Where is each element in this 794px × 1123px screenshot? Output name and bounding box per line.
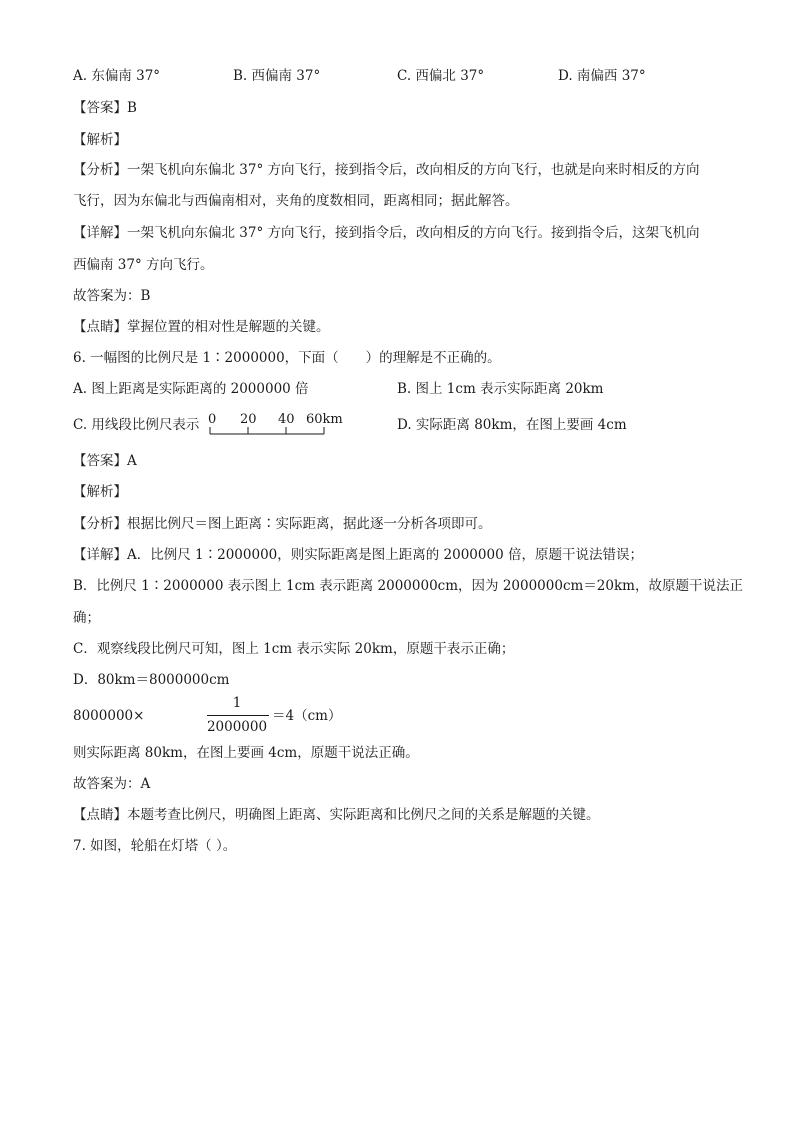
line-scale-diagram	[206, 410, 346, 438]
q6-xiangjie-c: C．观察线段比例尺可知，图上 1cm 表示实际 20km，原题干表示正确；	[73, 641, 515, 657]
q5-option-b: B. 西偏南 37°	[233, 68, 321, 84]
scale-label-60km: 60km	[306, 412, 343, 427]
q5-analysis-header: 【解析】	[73, 132, 127, 148]
q5-answer: 【答案】B	[73, 100, 137, 116]
q5-fenxi-line1: 【分析】一架飞机向东偏北 37° 方向飞行，接到指令后，改向相反的方向飞行，也就是向来时相反的方向	[73, 162, 700, 178]
q6-option-c: C. 用线段比例尺表示	[73, 417, 200, 433]
q6-option-a: A. 图上距离是实际距离的 2000000 倍	[73, 381, 309, 397]
q5-fenxi-line2: 飞行，因为东偏北与西偏南相对，夹角的度数相同，距离相同；据此解答。	[73, 193, 519, 209]
q6-fenxi: 【分析】根据比例尺＝图上距离∶实际距离，据此逐一分析各项即可。	[73, 516, 492, 532]
q6-stem: 6. 一幅图的比例尺是 1∶2000000，下面（ ）的理解是不正确的。	[73, 350, 501, 366]
q6-xiangjie-d: D．80km＝8000000cm	[73, 672, 230, 688]
calc-multiplicand: 8000000×	[73, 708, 145, 724]
q6-xiangjie-a: 【详解】A．比例尺 1∶2000000，则实际距离是图上距离的 2000000 倍，原题干说法错误；	[73, 547, 643, 563]
q5-xiangjie-line1: 【详解】一架飞机向东偏北 37° 方向飞行，接到指令后，改向相反的方向飞行。接到指令后，这架飞机向	[73, 225, 700, 241]
fraction-bar	[207, 715, 269, 716]
q6-option-b: B. 图上 1cm 表示实际距离 20km	[397, 381, 604, 397]
scale-label-0: 0	[208, 412, 217, 427]
fraction-numerator: 1	[232, 695, 242, 711]
q6-option-d: D. 实际距离 80km，在图上要画 4cm	[397, 417, 627, 433]
q6-answer: 【答案】A	[73, 453, 137, 469]
q6-xiangjie-d-line2: 则实际距离 80km，在图上要画 4cm，原题干说法正确。	[73, 745, 419, 761]
q5-dianjing: 【点睛】掌握位置的相对性是解题的关键。	[73, 319, 330, 335]
q5-conclusion: 故答案为：B	[73, 288, 151, 304]
q5-xiangjie-line2: 西偏南 37° 方向飞行。	[73, 257, 214, 273]
scale-label-40: 40	[278, 412, 295, 427]
q6-dianjing: 【点睛】本题考查比例尺，明确图上距离、实际距离和比例尺之间的关系是解题的关键。	[73, 807, 600, 823]
q6-analysis-header: 【解析】	[73, 484, 127, 500]
q6-xiangjie-b-line2: 确；	[73, 610, 100, 626]
q5-option-c: C. 西偏北 37°	[397, 68, 485, 84]
q6-conclusion: 故答案为：A	[73, 776, 151, 792]
scale-label-20: 20	[240, 412, 257, 427]
q5-option-d: D. 南偏西 37°	[558, 68, 646, 84]
calc-result: ＝4（cm）	[272, 708, 342, 724]
fraction-denominator: 2000000	[206, 719, 268, 735]
q6-xiangjie-b-line1: B．比例尺 1∶2000000 表示图上 1cm 表示距离 2000000cm，因为 2000000cm＝20km，故原题干说法正	[73, 578, 743, 594]
q7-stem: 7. 如图，轮船在灯塔（ ）。	[73, 838, 237, 854]
q5-option-a: A. 东偏南 37°	[73, 68, 161, 84]
